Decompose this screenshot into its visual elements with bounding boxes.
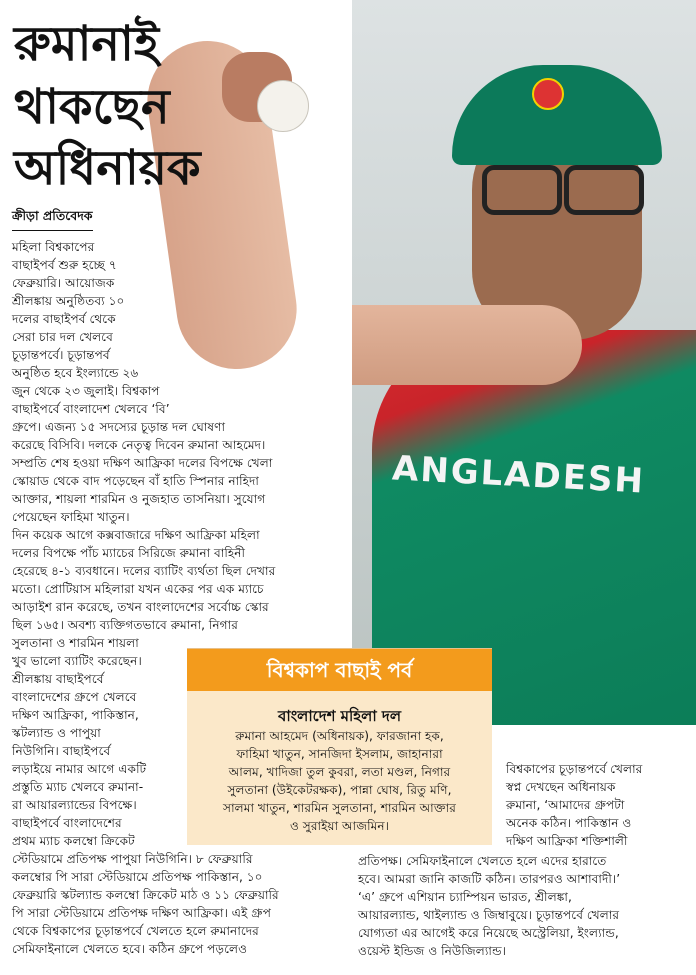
body-line: সুলতানা ও শারমিন শায়লা [12,636,139,650]
body-line: নিউগিনি। বাছাইপর্বে [12,744,111,758]
squad-line: রুমানা আহমেদ (অধিনায়ক), ফারজানা হক, [235,729,444,743]
squad-line: ও সুরাইয়া আজমিন। [289,819,390,833]
body-line: হেরেছে ৪-১ ব্যবধানে। দলের ব্যাটিং ব্যর্থতা ছিল দেখার [12,564,276,578]
body-line: প্রতিপক্ষ। সেমিফাইনালে খেলতে হলে এদের হারাতে [358,854,607,868]
body-line: রা আয়ারল্যান্ডের বিপক্ষে। [12,798,137,812]
body-line: আক্তার, শায়লা শারমিন ও নুজহাত তাসনিয়া। সুযোগ [12,492,266,506]
body-line: বাছাইপর্ব শুরু হচ্ছে ৭ [12,258,117,272]
body-line: লড়াইয়ে নামার আগে একটি [12,762,147,776]
body-line: যোগ্যতা এর আগেই করে নিয়েছে অস্ট্রেলিয়া, ইংল্যান্ড, [358,926,619,940]
body-line: সম্প্রতি শেষ হওয়া দক্ষিণ আফ্রিকা দলের বিপক্ষে খেলা [12,456,273,470]
body-line: থেকে বিশ্বকাপের চূড়ান্তপর্বে খেলতে হলে রুমানাদের [12,924,259,938]
squad-line: সালমা খাতুন, শারমিন সুলতানা, শারমিন আক্তার [223,801,456,815]
body-line: স্কটল্যান্ড ও পাপুয়া [12,726,101,740]
body-line: প্রস্তুতি ম্যাচ খেলবে রুমানা- [12,780,144,794]
body-line: শ্রীলঙ্কায় বাছাইপর্বে [12,672,104,686]
body-line: দলের বিপক্ষে পাঁচ ম্যাচের সিরিজে রুমানা বাহিনী [12,546,245,560]
body-line: ফেব্রুয়ারি। আয়োজক [12,276,115,290]
arm-layer [352,0,353,1]
player-photo [352,0,696,725]
body-line: বাছাইপর্বে বাংলাদেশের [12,816,122,830]
body-line: প্রথম ম্যাচ কলম্বো ক্রিকেট [12,834,135,848]
glasses [472,165,642,211]
byline: ক্রীড়া প্রতিবেদক [12,208,93,231]
body-line: বাংলাদেশের গ্রুপে খেলবে [12,690,137,704]
headline-line-3: অধিনায়ক [14,140,201,196]
body-line: আড়াইশ রান করেছে, তখন বাংলাদেশের সর্বোচ্চ স্কোর [12,600,269,614]
body-line: রুমানা, ‘আমাদের গ্রুপটা [506,798,625,812]
body-line: অনেক কঠিন। পাকিস্তান ও [506,816,632,830]
body-line: দলের বাছাইপর্ব থেকে [12,312,116,326]
sidebar-heading: বিশ্বকাপ বাছাই পর্ব [187,649,492,691]
body-line: পি সারা স্টেডিয়ামে প্রতিপক্ষ দক্ষিণ আফ্রিকা। এই গ্রুপ [12,906,272,920]
body-line: গ্রুপে। এজন্য ১৫ সদস্যের চূড়ান্ত দল ঘোষণা [12,420,226,434]
body-line: স্কোয়াড থেকে বাদ পড়েছেন বাঁ হাতি স্পিনার নাহিদা [12,474,259,488]
body-line: ছিল ১৬৫। অবশ্য ব্যক্তিগতভাবে রুমানা, নিগার [12,618,238,632]
body-line: ‘এ’ গ্রুপে এশিয়ান চ্যাম্পিয়ন ভারত, শ্রীলঙ্কা, [358,890,572,904]
body-line: মতো। প্রোটিয়াস মহিলারা যখন একের পর এক ম্যাচে [12,582,264,596]
body-line: দক্ষিণ আফ্রিকা, পাকিস্তান, [12,708,139,722]
body-line: সেরা চার দল খেলবে [12,330,113,344]
body-line: চূড়ান্তপর্বে। চূড়ান্তপর্ব [12,348,110,362]
cap-logo-icon [532,78,564,110]
body-line: সেমিফাইনালে খেলতে হবে। কঠিন গ্রুপে পড়লেও [12,942,248,956]
headline-line-2: থাকছেন [14,79,170,135]
squad-line: সুলতানা (উইকেটরক্ষক), পান্না ঘোষ, রিতু মণি, [227,783,452,797]
body-line: আয়ারল্যান্ড, থাইল্যান্ড ও জিম্বাবুয়ে। চূড়ান্তপর্বে খেলার [358,908,620,922]
body-line: কলম্বোর পি সারা স্টেডিয়ামে প্রতিপক্ষ পাকিস্তান, ১০ [12,870,263,884]
body-line: জুন থেকে ২৩ জুলাই। বিশ্বকাপ [12,384,160,398]
body-line: বাছাইপর্বে বাংলাদেশ খেলবে ‘বি’ [12,402,170,416]
cricket-ball-icon [257,80,309,132]
body-line: মহিলা বিশ্বকাপের [12,240,95,254]
body-line: স্বপ্ন দেখছেন অধিনায়ক [506,780,616,794]
body-line: বিশ্বকাপের চূড়ান্তপর্বে খেলার [506,762,643,776]
player-forearm [352,305,582,385]
jersey-text: ANGLADESH [391,448,646,502]
body-line: দিন কয়েক আগে কক্সবাজারে দক্ষিণ আফ্রিকা মহিলা [12,528,260,542]
body-line: শ্রীলঙ্কায় অনুষ্ঠিতব্য ১০ [12,294,125,308]
squad-sidebar [187,648,492,845]
body-line: হবে। আমরা জানি কাজটি কঠিন। তারপরও আশাবাদী।’ [358,872,621,886]
body-line: দক্ষিণ আফ্রিকা শক্তিশালী [506,834,628,848]
body-line: খুব ভালো ব্যাটিং করেছেন। [12,654,142,668]
body-line: পেয়েছেন ফাহিমা খাতুন। [12,510,130,524]
body-line: স্টেডিয়ামে প্রতিপক্ষ পাপুয়া নিউগিনি। ৮ ফেব্রুয়ারি [12,852,253,866]
body-line: অনুষ্ঠিত হবে ইংল্যান্ডে ২৬ [12,366,139,380]
body-line: ফেব্রুয়ারি স্কটল্যান্ড কলম্বো ক্রিকেট মাঠ ও ১১ ফেব্রুয়ারি [12,888,279,902]
headline-line-1: রুমানাই [14,16,159,72]
squad-line: ফাহিমা খাতুন, সানজিদা ইসলাম, জাহানারা [236,747,443,761]
squad-line: আলম, খাদিজা তুল কুবরা, লতা মণ্ডল, নিগার [228,765,451,779]
sidebar-team-title: বাংলাদেশ মহিলা দল [278,707,401,725]
body-line: ওয়েস্ট ইন্ডিজ ও নিউজিল্যান্ড। [358,944,507,958]
body-line: করেছে বিসিবি। দলকে নেতৃত্ব দিবেন রুমানা আহমেদ। [12,438,266,452]
